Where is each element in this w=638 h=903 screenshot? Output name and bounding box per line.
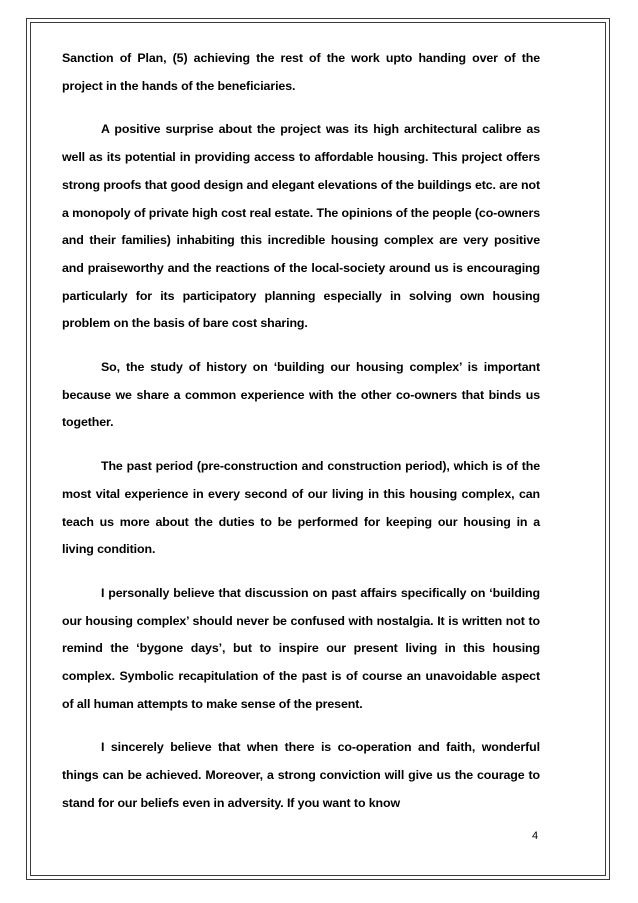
paragraph-1: Sanction of Plan, (5) achieving the rest of the work upto handing over of the project in the hands of the beneficiaries. (62, 51, 540, 93)
page-number: 4 (532, 830, 539, 842)
paragraph-3: So, the study of history on ‘building our housing complex’ is important because we share a common experience with the other co-owners that binds us together. (62, 360, 540, 430)
paragraph-4: The past period (pre-construction and construction period), which is of the most vital experience in every second of our living in this housing complex, can teach us more about the duties to be performed for keeping our housing in a living condition. (62, 459, 540, 557)
document-body (62, 45, 540, 834)
paragraph-2: A positive surprise about the project was its high architectural calibre as well as its potential in providing access to affordable housing. This project offers strong proofs that good design and elegant elevations of the buildings etc. are not a monopoly of private high cost real estate. The opinions of the people (co-owners and their families) inhabiting this incredible housing complex are very positive and praiseworthy and the reactions of the local-society around us is encouraging particularly for its participatory planning especially in solving own housing problem on the basis of bare cost sharing. (62, 122, 540, 331)
paragraph-6: I sincerely believe that when there is co-operation and faith, wonderful things can be achieved. Moreover, a strong conviction will give us the courage to stand for our beliefs even in adversity. If you want to know (62, 740, 540, 810)
paragraph-5: I personally believe that discussion on past affairs specifically on ‘building our housing complex’ should never be confused with nostalgia. It is written not to remind the ‘bygone days’, but to inspire our present living in this housing complex. Symbolic recapitulation of the past is of course an unavoidable aspect of all human attempts to make sense of the present. (62, 585, 540, 711)
